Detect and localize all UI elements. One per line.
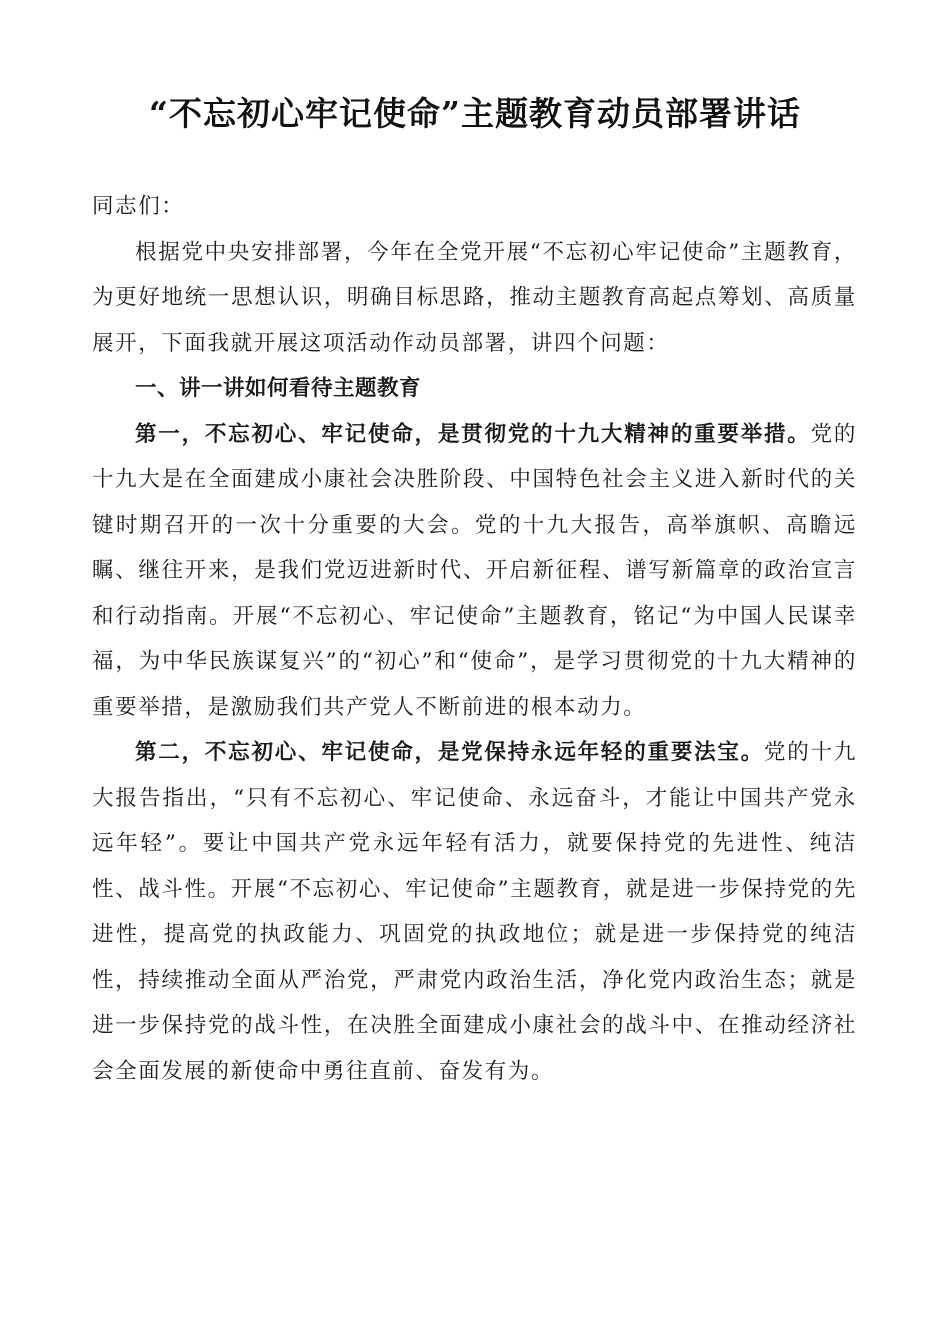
point-1-text: 党的十九大是在全面建成小康社会决胜阶段、中国特色社会主义进入新时代的关键时期召开的一次十分重要的大会。党的十九大报告，高举旗帜、高瞻远瞩、继往开来，是我们党迈进新时代、开启新征程、谱写新篇章的政治宣言和行动指南。开展“不忘初心、牢记使命”主题教育，铭记“为中国人民谋幸福，为中华民族谋复兴”的“初心”和“使命”，是学习贯彻党的十九大精神的重要举措，是激励我们共产党人不断前进的根本动力。 — [92, 421, 858, 720]
document-body — [92, 184, 857, 1094]
section-heading: 一、讲一讲如何看待主题教育 — [135, 376, 422, 401]
point-2-text: 党的十九大报告指出，“只有不忘初心、牢记使命、永远奋斗，才能让中国共产党永远年轻”。要让中国共产党永远年轻有活力，就要保持党的先进性、纯洁性、战斗性。开展“不忘初心、牢记使命”主题教育，就是进一步保持党的先进性，提高党的执政能力、巩固党的执政地位；就是进一步保持党的纯洁性，持续推动全面从严治党，严肃党内政治生活，净化党内政治生态；就是进一步保持党的战斗性，在决胜全面建成小康社会的战斗中、在推动经济社会全面发展的新使命中勇往直前、奋发有为。 — [92, 740, 858, 1084]
paragraph-point-1 — [92, 412, 857, 731]
intro-paragraph: 根据党中央安排部署，今年在全党开展“不忘初心牢记使命”主题教育，为更好地统一思想认识，明确目标思路，推动主题教育高起点筹划、高质量展开，下面我就开展这项活动作动员部署，讲四个问题： — [92, 239, 857, 356]
document-title: “不忘初心牢记使命”主题教育动员部署讲话 — [149, 94, 801, 133]
paragraph-point-2 — [92, 730, 857, 1094]
point-2-lead: 第二，不忘初心、牢记使命，是党保持永远年轻的重要法宝。 — [135, 740, 765, 765]
salutation: 同志们： — [92, 194, 185, 219]
point-1-lead: 第一，不忘初心、牢记使命，是贯彻党的十九大精神的重要举措。 — [135, 421, 811, 447]
